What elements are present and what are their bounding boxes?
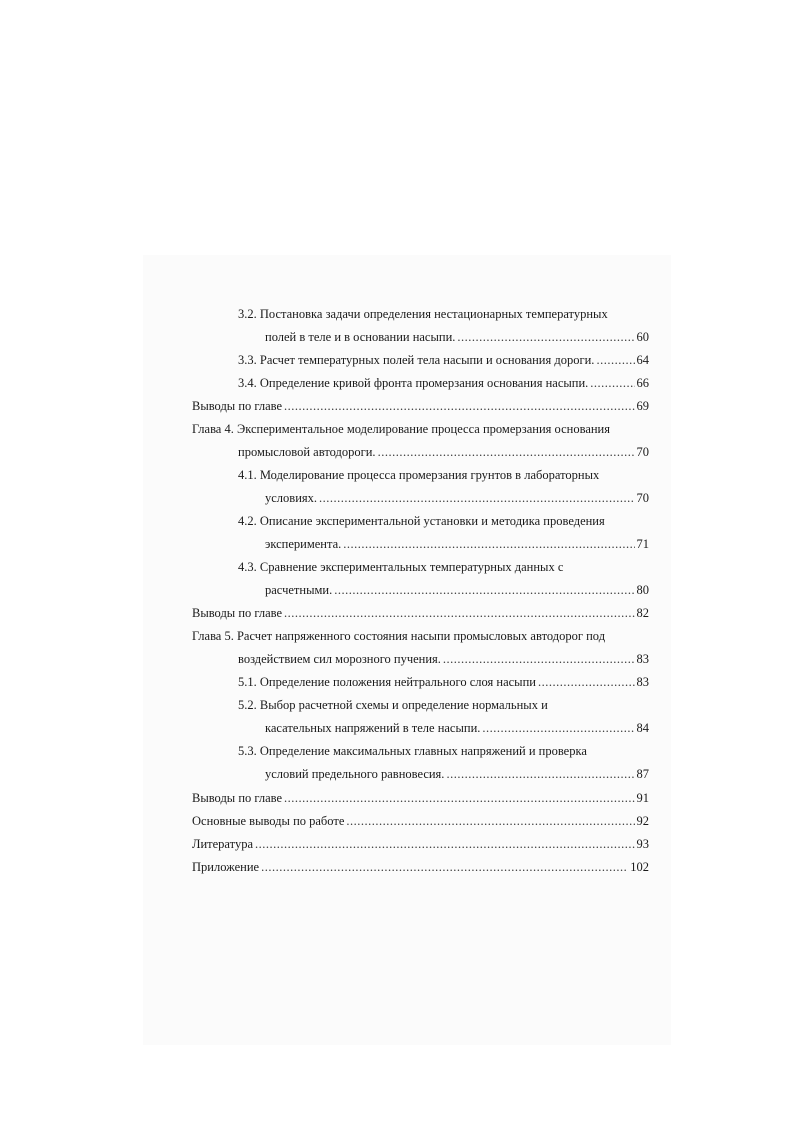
dot-leader	[378, 443, 635, 461]
toc-entry-text: Основные выводы по работе	[192, 814, 345, 828]
toc-entry-text: условий предельного равновесия.	[265, 767, 445, 781]
toc-entry-3-2	[265, 328, 649, 346]
dot-leader	[255, 835, 635, 853]
toc-entry-4-2-line1: 4.2. Описание экспериментальной установки и методика проведения	[238, 514, 605, 528]
dot-leader	[319, 489, 634, 507]
toc-entry-conclusions-ch3	[192, 397, 649, 415]
toc-entry-4-2	[265, 535, 649, 553]
dot-leader	[443, 650, 635, 668]
toc-entry-text: расчетными.	[265, 583, 333, 597]
page-number: 80	[636, 583, 649, 597]
toc-entry-text: Литература	[192, 837, 253, 851]
toc-entry-5-3	[265, 765, 649, 783]
toc-entry-text: касательных напряжений в теле насыпи.	[265, 721, 481, 735]
page-number: 91	[636, 791, 649, 805]
toc-entry-5-2	[265, 719, 649, 737]
page-number: 84	[636, 721, 649, 735]
toc-entry-4-3	[265, 581, 649, 599]
dot-leader	[457, 328, 634, 346]
toc-entry-text: 5.1. Определение положения нейтрального слоя насыпи	[238, 675, 536, 689]
page-number: 64	[636, 353, 649, 367]
page-number: 71	[636, 537, 649, 551]
toc-entry-4-1	[265, 489, 649, 507]
dot-leader	[334, 581, 634, 599]
toc-entry-literature	[192, 835, 649, 853]
toc-entry-text: полей в теле и в основании насыпи.	[265, 330, 456, 344]
toc-entry-text: Выводы по главе	[192, 791, 283, 805]
toc-entry-chapter-4-line1: Глава 4. Экспериментальное моделирование процесса промерзания основания	[192, 422, 610, 436]
toc-entry-5-2-line1: 5.2. Выбор расчетной схемы и определение нормальных и	[238, 698, 548, 712]
dot-leader	[261, 858, 628, 876]
page-number: 70	[636, 491, 649, 505]
toc-entry-5-1	[238, 673, 649, 691]
toc-entry-3-4	[238, 374, 649, 392]
toc-entry-5-3-line1: 5.3. Определение максимальных главных напряжений и проверка	[238, 744, 587, 758]
page-number: 83	[636, 675, 649, 689]
toc-entry-conclusions-ch5	[192, 789, 649, 807]
toc-entry-text: Выводы по главе	[192, 399, 283, 413]
toc-entry-chapter-4	[238, 443, 649, 461]
toc-entry-conclusions-ch4	[192, 604, 649, 622]
toc-entry-3-3	[238, 351, 649, 369]
dot-leader	[284, 397, 634, 415]
toc-entry-3-2-line1: 3.2. Постановка задачи определения нестационарных температурных	[238, 307, 608, 321]
dot-leader	[284, 789, 634, 807]
dot-leader	[343, 535, 634, 553]
dot-leader	[538, 673, 635, 691]
page-number: 83	[636, 652, 649, 666]
toc-entry-text: воздействием сил морозного пучения.	[238, 652, 441, 666]
dot-leader	[482, 719, 634, 737]
toc-entry-text: эксперимента.	[265, 537, 342, 551]
page-number: 93	[636, 837, 649, 851]
toc-entry-4-1-line1: 4.1. Моделирование процесса промерзания грунтов в лабораторных	[238, 468, 600, 482]
page-number: 87	[636, 767, 649, 781]
page-number: 60	[636, 330, 649, 344]
dot-leader	[596, 351, 634, 369]
toc-entry-4-3-line1: 4.3. Сравнение экспериментальных температурных данных с	[238, 560, 564, 574]
dot-leader	[346, 812, 634, 830]
toc-entry-chapter-5-line1: Глава 5. Расчет напряженного состояния насыпи промысловых автодорог под	[192, 629, 606, 643]
toc-entry-text: промысловой автодороги.	[238, 445, 376, 459]
page-number: 70	[636, 445, 649, 459]
page-number: 82	[636, 606, 649, 620]
page-number: 102	[630, 860, 649, 874]
dot-leader	[446, 765, 634, 783]
toc-entry-text: Выводы по главе	[192, 606, 283, 620]
toc-entry-text: условиях.	[265, 491, 318, 505]
page-number: 66	[636, 376, 649, 390]
toc-entry-appendix	[192, 858, 649, 876]
dot-leader	[590, 374, 634, 392]
toc-entry-text: 3.4. Определение кривой фронта промерзания основания насыпи.	[238, 376, 589, 390]
toc-entry-chapter-5	[238, 650, 649, 668]
toc-entry-text: Приложение	[192, 860, 260, 874]
toc-entry-text: 3.3. Расчет температурных полей тела насыпи и основания дороги.	[238, 353, 595, 367]
page-number: 92	[636, 814, 649, 828]
toc-entry-main-conclusions	[192, 812, 649, 830]
dot-leader	[284, 604, 634, 622]
page-number: 69	[636, 399, 649, 413]
